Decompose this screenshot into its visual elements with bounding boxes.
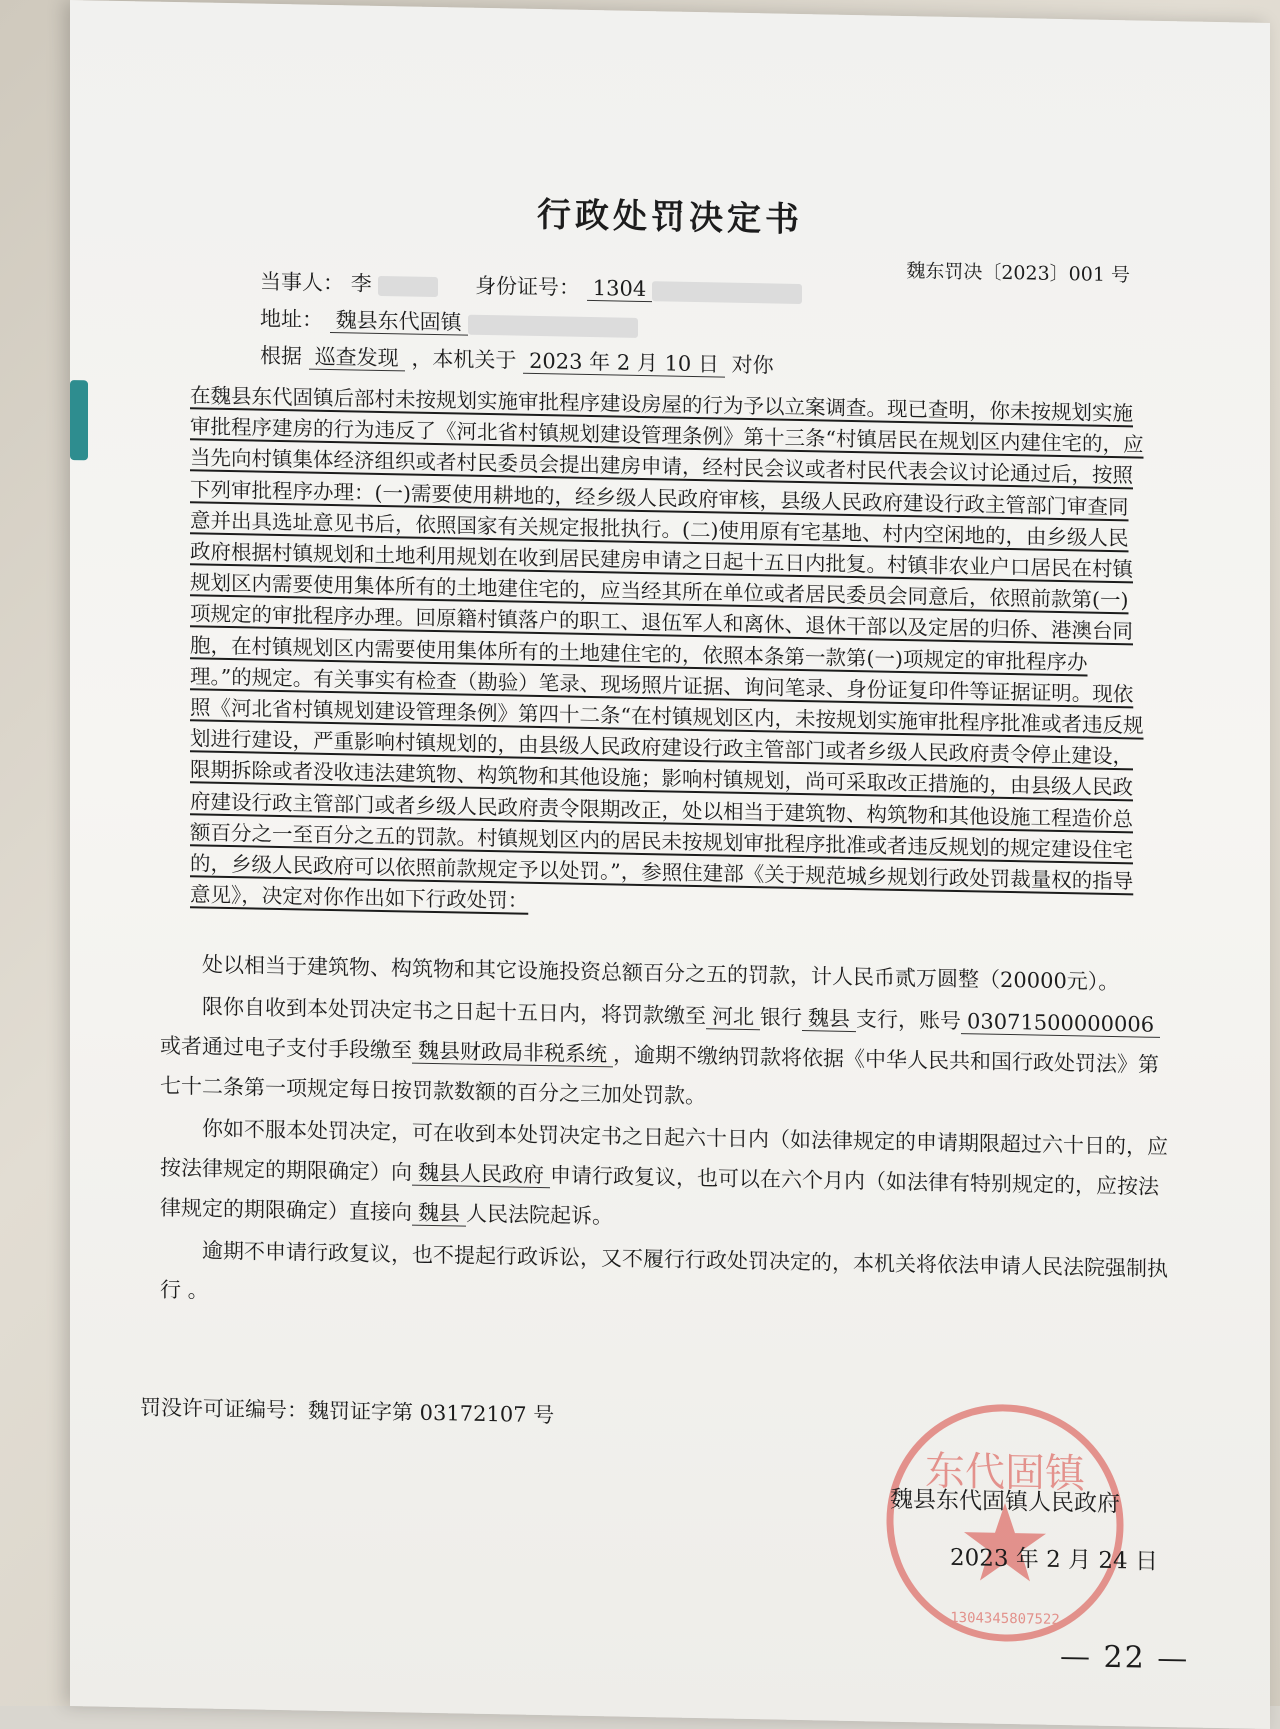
date-found: 2023 年 2 月 10 日 [523,349,725,378]
redaction-mask [468,314,638,337]
payment-text-d: 或者通过电子支付手段缴至 [160,1033,412,1063]
account-number: 03071500000006 [961,1009,1160,1038]
official-seal [880,1396,1130,1651]
appeal-paragraph [160,1108,1170,1247]
payment-system: 魏县财政局非税系统 [412,1039,613,1068]
payment-text-c: 支行，账号 [856,1007,961,1034]
payment-text-a: 限你自收到本处罚决定书之日起十五日内，将罚款缴至 [202,994,706,1029]
body-paragraph [190,380,1145,929]
appeal-text-a: 你如不服本处罚决定，可在收到本处罚决定书之日起六十日内（如法律规定的申请期限超过六十日的，应按法律规定的期限确定）向 [160,1116,1168,1185]
seal-number: 1304345807522 [950,1609,1060,1629]
found-mid: 对你 [731,352,774,378]
body-main-text: 的行为予以立案调查。现已查明，你未按规划实施审批程序建房的行为违反了《河北省村镇规划建设管理条例》第十三条“村镇居民在规划区内建住宅的，应当先向村镇集体经济组织或者村民委员会提出建房申请，经村民会议或者村民代表会议讨论通过后，按照下列审批程序办理：(一)需要使用耕地的，经乡级人民政府审核，县级人民政府建设行政主管部门审查同意并出具选址意见书后，依照国家有关规定报批执行。(二)使用原有宅基地、村内空闲地的，由乡级人民政府根据村镇规划和土地利用规划在收到居民建房申请之日起十五日内批复。村镇非农业户口居民在村镇规划区内需要使用集体所有的土地建住宅的，应当经其所在单位或者居民委员会同意后，依照前款第(一)项规定的审批程序办理。回原籍村镇落户的职工、退伍军人和离休、退休干部以及定居的归侨、港澳台同胞，在村镇规划区内需要使用集体所有的土地建住宅的，依照本条第一款第(一)项规定的审批程序办理。”的规定。有关事实有检查（勘验）笔录、现场照片证据、询问笔录、身份证复印件等证据证明。现依照《河北省村镇规划建设管理条例》第四十二条“在村镇规划区内，未按规划实施审批程序批准或者违反规划进行建设，严重影响村镇规划的，由县级人民政府建设行政主管部门或者乡级人民政府责令停止建设，限期拆除或者没收违法建筑物、构筑物和其他设施；影响村镇规划，尚可采取改正措施的，由县级人民政府建设行政主管部门或者乡级人民政府责令限期改正，处以相当于建筑物、构筑物和其他设施工程造价总额百分之一至百分之五的罚款。村镇规划区内的居民未按规划审批程序批准或者违反规划的规定建设住宅的，乡级人民政府可以依照前款规定予以处罚。”，参照住建部《关于规范城乡规划行政处罚裁量权的指导意见》，决定对你作出如下行政处罚： [190,392,1144,914]
address-line [260,306,638,338]
appeal-text-c: 人民法院起诉。 [466,1201,613,1229]
behavior-description: 在魏县东代固镇后部村未按规划实施审批程序建设房屋 [190,383,682,417]
id-number: 1304 [587,276,652,302]
enforcement-paragraph: 逾期不申请行政复议，也不提起行政诉讼，又不履行行政处罚决定的，本机关将依法申请人民法院强制执行 。 [160,1238,1168,1303]
party-name: 李 [350,271,372,296]
basis-prefix: 根据 [260,343,302,369]
license-number: 罚没许可证编号：魏罚证字第 03172107 号 [140,1395,555,1428]
document-page [70,0,1270,1729]
review-organization: 魏县人民政府 [412,1161,550,1189]
address-value: 魏县东代固镇 [330,308,468,336]
redaction-mask [378,275,438,296]
document-number: 魏东罚决〔2023〕001 号 [906,260,1130,287]
issuing-authority: 魏县东代固镇人民政府 [890,1486,1120,1518]
bank-branch: 魏县 [802,1006,856,1032]
redaction-mask [652,281,802,304]
appeal-text-b: 申请行政复议，也可以在六个月内（如法律有特别规定的，应按法律规定的期限确定）直接向 [160,1163,1159,1225]
payment-text-b: 银行 [760,1005,802,1031]
party-label: 当事人： [260,269,344,296]
bank-name: 河北 [706,1004,760,1030]
payment-text-e: ，逾期不缴纳罚款将依据《中华人民共和国行政处罚法》第七十二条第一项规定每日按罚款数额的百分之三加处罚款。 [160,1042,1159,1109]
decision-section [160,944,1170,1331]
issue-date: 2023 年 2 月 24 日 [950,1544,1158,1575]
basis-mid: ，本机关于 [411,346,517,373]
binder-clip [70,380,88,460]
party-line [260,269,802,304]
payment-paragraph [160,986,1170,1125]
basis-value: 巡查发现 [309,345,405,372]
seal-text: 东代固镇 [925,1448,1085,1498]
id-label: 身份证号： [475,273,581,300]
basis-line [260,343,774,378]
document-title: 行政处罚决定书 [537,194,803,241]
court-name: 魏县 [412,1201,466,1227]
penalty-paragraph: 处以相当于建筑物、构筑物和其它设施投资总额百分之五的罚款，计人民币贰万圆整（20000元）。 [202,952,1120,995]
page-number: — 22 — [1060,1639,1190,1677]
address-label: 地址： [260,306,323,332]
